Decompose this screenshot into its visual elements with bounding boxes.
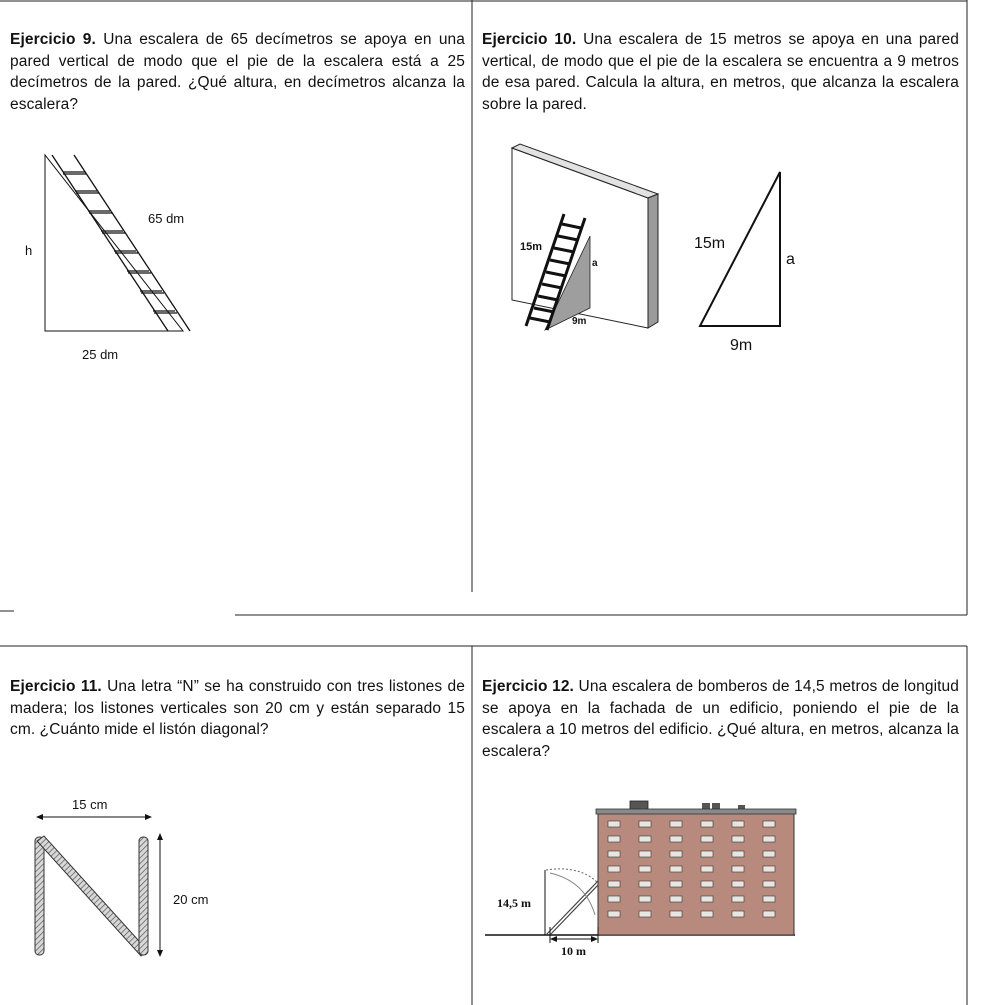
building-window	[701, 866, 713, 872]
exercise-11-statement	[10, 676, 465, 741]
exercise-10-picture-base-label: 9m	[572, 316, 587, 327]
building-window	[763, 866, 775, 872]
exercise-12-heading: Ejercicio 12.	[482, 678, 574, 695]
exercise-10-triangle-figure	[690, 160, 830, 360]
building-window	[670, 836, 682, 842]
building-window	[732, 851, 744, 857]
building-window	[670, 896, 682, 902]
building-window	[701, 836, 713, 842]
building-window	[608, 851, 620, 857]
exercise-11-height-label: 20 cm	[173, 892, 209, 907]
exercise-9-hypotenuse-label: 65 dm	[148, 211, 185, 226]
building-window	[670, 821, 682, 827]
building-window	[701, 896, 713, 902]
exercise-9-base-label: 25 dm	[82, 347, 119, 362]
exercise-10-triangle-hypotenuse-label: 15m	[694, 235, 726, 252]
exercise-10-wall-figure	[500, 140, 670, 340]
exercise-9-statement	[10, 29, 465, 115]
exercise-12-statement	[482, 676, 959, 762]
exercise-10-text: Una escalera de 15 metros se apoya en una pared vertical, de modo que el pie de la escalera se encuentra a 9 metros de esa pared. Calcula la altura, en metros, que alcanza la escalera sobre la pared.	[482, 31, 959, 113]
building-window	[670, 851, 682, 857]
exercise-10-triangle-base-label: 9m	[730, 337, 753, 354]
building-window	[701, 851, 713, 857]
building-window	[732, 896, 744, 902]
exercise-9-height-label: h	[25, 243, 33, 258]
building-window	[732, 866, 744, 872]
building-window	[732, 821, 744, 827]
building-window	[670, 911, 682, 917]
exercise-10-heading: Ejercicio 10.	[482, 31, 577, 48]
exercise-9-text: Una escalera de 65 decímetros se apoya en una pared vertical de modo que el pie de la escalera está a 25 decímetros de la pared. ¿Qué altura, en decímetros alcanza la escalera?	[10, 31, 465, 113]
exercise-10-picture-hypotenuse-label: 15m	[520, 241, 543, 253]
exercise-12-base-label: 10 m	[561, 944, 586, 958]
exercise-12-ladder-label: 14,5 m	[497, 896, 531, 910]
exercise-9-heading: Ejercicio 9.	[10, 31, 96, 48]
building-window	[701, 821, 713, 827]
building-window	[732, 911, 744, 917]
building-window	[763, 896, 775, 902]
building-window	[763, 881, 775, 887]
building-window	[639, 836, 651, 842]
exercise-12-building-figure	[480, 795, 800, 965]
exercise-11-width-label: 15 cm	[72, 797, 108, 812]
building-window	[701, 881, 713, 887]
exercise-10-picture-height-label: a	[592, 258, 598, 269]
exercise-9-ladder-figure	[0, 145, 200, 365]
building-window	[732, 836, 744, 842]
building-window	[732, 881, 744, 887]
exercise-11-heading: Ejercicio 11.	[10, 678, 102, 695]
exercise-11-text: Una letra “N” se ha construido con tres listones de madera; los listones verticales son 20 cm y están separado 15 cm. ¿Cuánto mide el listón diagonal?	[10, 678, 465, 738]
building-window	[670, 881, 682, 887]
building-window	[608, 881, 620, 887]
exercise-12-text: Una escalera de bomberos de 14,5 metros de longitud se apoya en la fachada de un edificio, poniendo el pie de la escalera a 10 metros del edificio. ¿Qué altura, en metros, alcanza la escalera?	[482, 678, 959, 760]
building-window	[763, 821, 775, 827]
building-window	[763, 911, 775, 917]
building-window	[701, 911, 713, 917]
exercise-10-triangle-height-label: a	[786, 251, 795, 268]
building-window	[608, 821, 620, 827]
building-window	[608, 866, 620, 872]
exercise-10-statement	[482, 29, 959, 115]
building-window	[670, 866, 682, 872]
building-window	[608, 896, 620, 902]
building-window	[639, 881, 651, 887]
building-window	[763, 851, 775, 857]
building-window	[763, 836, 775, 842]
building-window	[608, 836, 620, 842]
building-window	[639, 866, 651, 872]
exercise-11-letter-n-figure	[20, 785, 240, 975]
building-window	[639, 821, 651, 827]
building-window	[639, 896, 651, 902]
building-window	[608, 911, 620, 917]
building-window	[639, 851, 651, 857]
building-window	[639, 911, 651, 917]
